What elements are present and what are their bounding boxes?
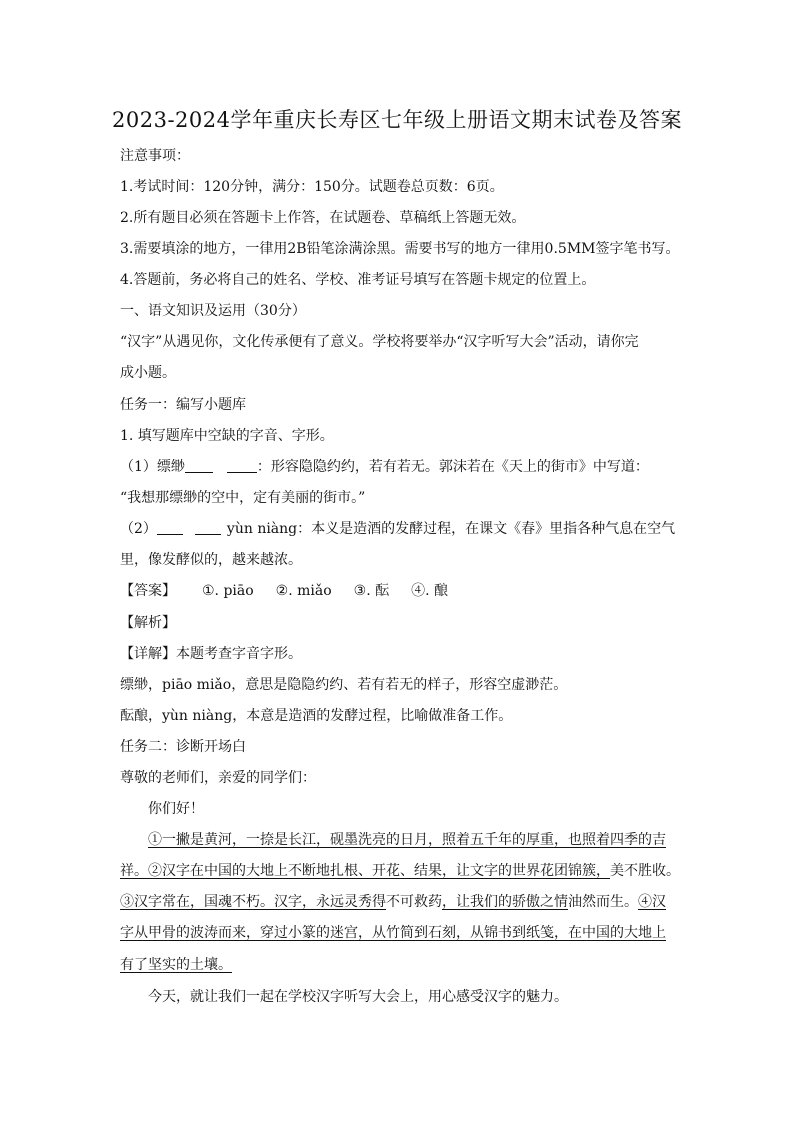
question-text: （1）缥缈 — [120, 459, 185, 475]
explanation-text: 酝酿，yùn niàng，本意是造酒的发酵过程，比喻做准备工作。 — [120, 708, 513, 724]
answer-item: ①. piāo — [202, 583, 254, 599]
answer-blank — [185, 458, 213, 473]
detail-text: 本题考查字音字形。 — [176, 646, 302, 662]
answer-label: 【答案】 — [120, 583, 176, 599]
underlined-text: ①一撇是黄河，一捺是长江，砚墨洗亮的日月，照着五千年的厚重，也照着四季的吉 — [148, 832, 666, 848]
question-text: ：形容隐隐约约，若有若无。郭沫若在《天上的街市》中写道： — [256, 459, 649, 475]
underlined-text: ③汉字常在，国魂不朽。汉字，永远灵秀得 — [120, 894, 386, 910]
task-heading: 任务二：诊断开场白 — [120, 739, 246, 755]
answer-item: ②. miǎo — [275, 583, 332, 599]
answer-item: ③. 酝 — [353, 583, 390, 599]
answer-blank — [195, 520, 221, 535]
detail-row — [120, 644, 302, 664]
question-1-part-1 — [120, 457, 649, 477]
answer-row — [120, 581, 448, 601]
analysis-label: 【解析】 — [120, 615, 176, 631]
plain-text: 美不胜收。 — [610, 863, 680, 879]
answer-blank — [227, 458, 257, 473]
underlined-text: 字从甲骨的波涛而来，穿过小篆的迷宫，从竹简到石刻，从锦书到纸笺，在中国的大地上 — [120, 925, 666, 941]
underlined-text: 有了坚实的土壤。 — [120, 957, 232, 973]
plain-text: 油然而生。 — [568, 894, 638, 910]
question-1: 1. 填写题库中空缺的字音、字形。 — [120, 428, 334, 444]
question-text: （2） — [120, 521, 157, 537]
speech-paragraph-line — [148, 830, 666, 850]
page-title: 2023-2024学年重庆长寿区七年级上册语文期末试卷及答案 — [112, 108, 682, 132]
explanation-text: 缥缈，piāo miǎo，意思是隐隐约约、若有若无的样子，形容空虚渺茫。 — [120, 677, 568, 693]
notice-heading: 注意事项： — [120, 148, 190, 164]
speech-paragraph-line — [120, 861, 680, 881]
intro-text: “汉字”从遇见你，文化传承便有了意义。学校将要举办“汉字听写大会”活动，请你完 — [120, 334, 639, 350]
plain-text: 不可救药 — [386, 894, 442, 910]
notice-item: 1.考试时间：120分钟，满分：150分。试题卷总页数：6页。 — [120, 179, 504, 195]
speech-paragraph-line — [120, 923, 666, 943]
speech-hello: 你们好！ — [148, 801, 204, 817]
notice-item: 2.所有题目必须在答题卡上作答，在试题卷、草稿纸上答题无效。 — [120, 210, 526, 226]
question-text: yùn niàng：本义是造酒的发酵过程，在课文《春》里指各种气息在空气 — [226, 521, 676, 537]
notice-item: 3.需要填涂的地方，一律用2B铅笔涂满涂黑。需要书写的地方一律用0.5MM签字笔书写。 — [120, 241, 680, 257]
section-heading: 一、语文知识及运用（30分） — [120, 303, 306, 319]
question-1-part-2 — [120, 519, 675, 539]
detail-label: 【详解】 — [120, 646, 176, 662]
intro-text: 成小题。 — [120, 365, 176, 381]
underlined-text: ，让我们的骄傲之情 — [442, 894, 568, 910]
answer-blank — [157, 520, 183, 535]
task-heading: 任务一：编写小题库 — [120, 397, 246, 413]
underlined-text: ④汉 — [638, 894, 666, 910]
answer-item: ④. 酿 — [411, 583, 449, 599]
speech-paragraph-line — [120, 892, 666, 912]
quote-text: “我想那缥缈的空中，定有美丽的街市。” — [120, 490, 366, 506]
speech-greeting: 尊敬的老师们，亲爱的同学们： — [120, 770, 316, 786]
speech-paragraph-line — [120, 955, 232, 975]
speech-closing: 今天，就让我们一起在学校汉字听写大会上，用心感受汉字的魅力。 — [148, 989, 568, 1005]
question-text: 里，像发酵似的，越来越浓。 — [120, 552, 302, 568]
notice-item: 4.答题前，务必将自己的姓名、学校、准考证号填写在答题卡规定的位置上。 — [120, 272, 596, 288]
underlined-text: 祥。②汉字在中国的大地上不断地扎根、开花、结果，让文字的世界花团锦簇， — [120, 863, 610, 879]
